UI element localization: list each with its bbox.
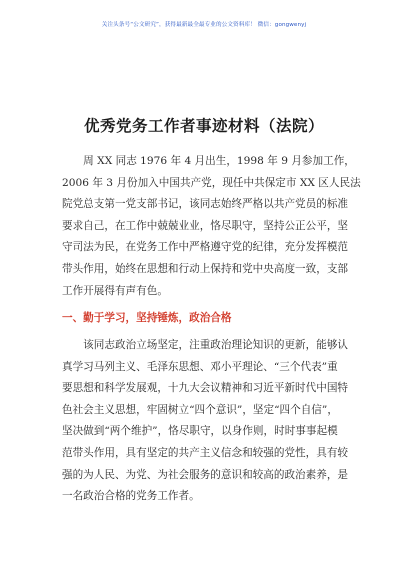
paragraph-line: 色社会主义思想，牢固树立“四个意识”，坚定“四个自信”， xyxy=(62,403,338,416)
paragraph-line: 坚决做到“两个维护”，恪尽职守，以身作则，时时事事起模 xyxy=(62,425,338,438)
paragraph-line: 强的为人民、为党、为社会服务的意识和较高的政治素养，是 xyxy=(62,468,349,481)
paragraph-line: 范带头作用，具有坚定的共产主义信念和较强的党性，具有较 xyxy=(62,446,349,459)
paragraph-line: 该同志政治立场坚定，注重政治理论知识的更新，能够认 xyxy=(62,339,349,351)
paragraph-line: 2006 年 3 月份加入中国共产党，现任中共保定市 XX 区人民法 xyxy=(62,176,361,189)
paragraph-section1 xyxy=(62,335,352,508)
paragraph-line: 工作开展得有声有色。 xyxy=(62,284,168,297)
paragraph-line: 要求自己，在工作中兢兢业业，恪尽职守，坚持公正公平，坚 xyxy=(62,219,349,232)
section-heading: 一、勤于学习，坚持锤炼，政治合格 xyxy=(62,312,232,324)
paragraph-line: 守司法为民，在党务工作中严格遵守党的纪律，充分发挥模范 xyxy=(62,241,349,254)
paragraph-intro xyxy=(62,151,361,302)
paragraph-line: 周 XX 同志 1976 年 4 月出生，1998 年 9 月参加工作， xyxy=(62,155,355,167)
header-note: 关注头条号“公文研究”，获得最新最全最专业的公文资料库！ 微信：gongwenyj xyxy=(101,22,307,28)
paragraph-line: 院党总支第一党支部书记，该同志始终严格以共产党员的标准 xyxy=(62,198,349,211)
document-title: 优秀党务工作者事迹材料（法院） xyxy=(83,116,324,135)
paragraph-line: 要思想和科学发展观，十九大会议精神和习近平新时代中国特 xyxy=(62,382,349,395)
paragraph-line: 一名政治合格的党务工作者。 xyxy=(62,490,200,503)
paragraph-line: 真学习马列主义、毛泽东思想、邓小平理论、“三个代表”重 xyxy=(62,360,338,373)
paragraph-line: 带头作用，始终在思想和行动上保持和党中央高度一致，支部 xyxy=(62,262,349,275)
